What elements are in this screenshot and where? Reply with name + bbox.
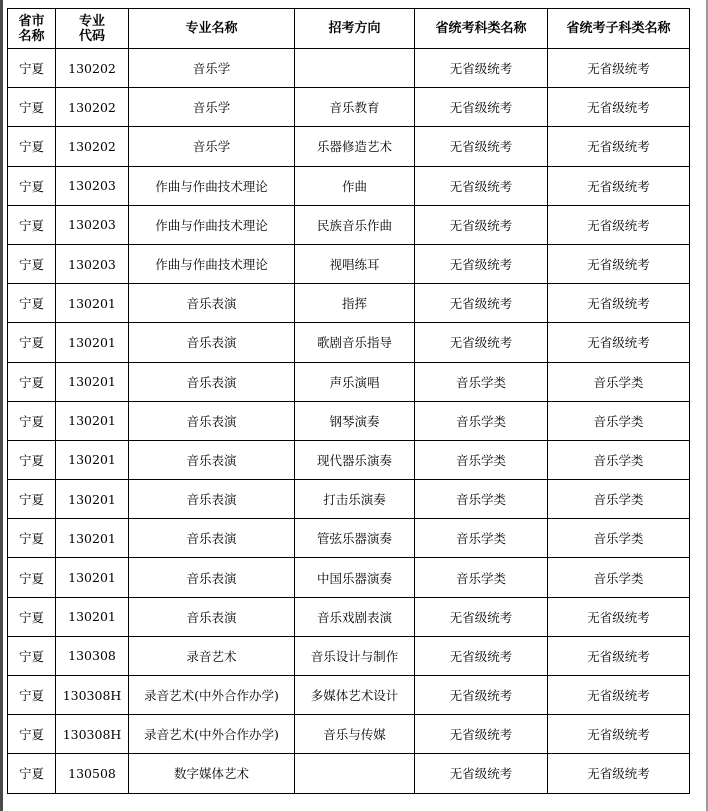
cell-major-code: 130203 bbox=[56, 205, 129, 244]
cell-direction: 乐器修造艺术 bbox=[295, 127, 415, 166]
cell-direction: 多媒体艺术设计 bbox=[295, 676, 415, 715]
cell-major-code: 130201 bbox=[56, 323, 129, 362]
cell-exam-category: 音乐学类 bbox=[415, 558, 548, 597]
table-row bbox=[8, 284, 690, 323]
cell-major-name: 数字媒体艺术 bbox=[129, 754, 295, 793]
viewer-left-border bbox=[0, 0, 3, 811]
cell-direction: 管弦乐器演奏 bbox=[295, 519, 415, 558]
cell-major-code: 130201 bbox=[56, 597, 129, 636]
cell-major-code: 130202 bbox=[56, 127, 129, 166]
cell-province: 宁夏 bbox=[8, 49, 56, 88]
cell-direction: 现代器乐演奏 bbox=[295, 440, 415, 479]
cell-direction: 音乐设计与制作 bbox=[295, 636, 415, 675]
header-row bbox=[8, 9, 690, 49]
table-row bbox=[8, 362, 690, 401]
cell-major-name: 录音艺术(中外合作办学) bbox=[129, 715, 295, 754]
cell-exam-category: 音乐学类 bbox=[415, 401, 548, 440]
cell-major-code: 130202 bbox=[56, 49, 129, 88]
cell-exam-subcategory: 无省级统考 bbox=[548, 127, 690, 166]
cell-exam-subcategory: 无省级统考 bbox=[548, 244, 690, 283]
cell-exam-category: 无省级统考 bbox=[415, 284, 548, 323]
table-row bbox=[8, 127, 690, 166]
cell-exam-category: 无省级统考 bbox=[415, 244, 548, 283]
cell-exam-subcategory: 无省级统考 bbox=[548, 754, 690, 793]
cell-major-name: 音乐表演 bbox=[129, 480, 295, 519]
cell-exam-subcategory: 音乐学类 bbox=[548, 480, 690, 519]
cell-major-name: 录音艺术 bbox=[129, 636, 295, 675]
cell-exam-category: 无省级统考 bbox=[415, 676, 548, 715]
table-row bbox=[8, 401, 690, 440]
cell-major-name: 音乐表演 bbox=[129, 284, 295, 323]
cell-province: 宁夏 bbox=[8, 480, 56, 519]
cell-major-code: 130308 bbox=[56, 636, 129, 675]
cell-province: 宁夏 bbox=[8, 362, 56, 401]
table-row bbox=[8, 440, 690, 479]
cell-province: 宁夏 bbox=[8, 715, 56, 754]
cell-major-code: 130508 bbox=[56, 754, 129, 793]
table-body bbox=[8, 49, 690, 794]
cell-direction: 声乐演唱 bbox=[295, 362, 415, 401]
cell-major-name: 音乐学 bbox=[129, 88, 295, 127]
cell-province: 宁夏 bbox=[8, 205, 56, 244]
cell-exam-subcategory: 音乐学类 bbox=[548, 362, 690, 401]
cell-exam-subcategory: 无省级统考 bbox=[548, 715, 690, 754]
cell-direction: 打击乐演奏 bbox=[295, 480, 415, 519]
cell-exam-subcategory: 无省级统考 bbox=[548, 166, 690, 205]
cell-major-code: 130201 bbox=[56, 480, 129, 519]
cell-province: 宁夏 bbox=[8, 88, 56, 127]
cell-exam-subcategory: 音乐学类 bbox=[548, 519, 690, 558]
cell-major-name: 音乐学 bbox=[129, 49, 295, 88]
cell-exam-subcategory: 无省级统考 bbox=[548, 597, 690, 636]
header-direction: 招考方向 bbox=[295, 9, 415, 49]
cell-province: 宁夏 bbox=[8, 127, 56, 166]
cell-province: 宁夏 bbox=[8, 636, 56, 675]
cell-major-name: 音乐表演 bbox=[129, 362, 295, 401]
cell-exam-subcategory: 无省级统考 bbox=[548, 88, 690, 127]
cell-direction: 音乐与传媒 bbox=[295, 715, 415, 754]
cell-exam-category: 音乐学类 bbox=[415, 440, 548, 479]
cell-major-code: 130201 bbox=[56, 558, 129, 597]
cell-major-name: 音乐表演 bbox=[129, 323, 295, 362]
cell-major-code: 130201 bbox=[56, 362, 129, 401]
cell-major-code: 130203 bbox=[56, 244, 129, 283]
cell-exam-subcategory: 无省级统考 bbox=[548, 676, 690, 715]
cell-exam-category: 无省级统考 bbox=[415, 88, 548, 127]
cell-direction: 民族音乐作曲 bbox=[295, 205, 415, 244]
cell-direction: 指挥 bbox=[295, 284, 415, 323]
cell-province: 宁夏 bbox=[8, 519, 56, 558]
cell-exam-subcategory: 无省级统考 bbox=[548, 49, 690, 88]
header-province-line-2: 名称 bbox=[18, 28, 45, 44]
table-row bbox=[8, 597, 690, 636]
cell-direction: 音乐教育 bbox=[295, 88, 415, 127]
cell-direction: 中国乐器演奏 bbox=[295, 558, 415, 597]
header-exam-category: 省统考科类名称 bbox=[415, 9, 548, 49]
table-row bbox=[8, 480, 690, 519]
cell-major-name: 音乐表演 bbox=[129, 440, 295, 479]
cell-province: 宁夏 bbox=[8, 754, 56, 793]
cell-exam-subcategory: 无省级统考 bbox=[548, 323, 690, 362]
cell-exam-subcategory: 无省级统考 bbox=[548, 284, 690, 323]
table-row bbox=[8, 166, 690, 205]
cell-exam-category: 音乐学类 bbox=[415, 480, 548, 519]
cell-direction: 钢琴演奏 bbox=[295, 401, 415, 440]
cell-exam-category: 无省级统考 bbox=[415, 49, 548, 88]
cell-exam-category: 音乐学类 bbox=[415, 519, 548, 558]
admissions-table bbox=[7, 8, 690, 794]
cell-major-name: 作曲与作曲技术理论 bbox=[129, 244, 295, 283]
table-row bbox=[8, 88, 690, 127]
cell-exam-category: 音乐学类 bbox=[415, 362, 548, 401]
header-major-code bbox=[56, 9, 129, 49]
table-header bbox=[8, 9, 690, 49]
cell-exam-subcategory: 无省级统考 bbox=[548, 636, 690, 675]
cell-direction: 歌剧音乐指导 bbox=[295, 323, 415, 362]
table-row bbox=[8, 754, 690, 793]
cell-major-code: 130201 bbox=[56, 519, 129, 558]
cell-exam-category: 无省级统考 bbox=[415, 754, 548, 793]
cell-province: 宁夏 bbox=[8, 284, 56, 323]
cell-exam-subcategory: 音乐学类 bbox=[548, 401, 690, 440]
table-row bbox=[8, 519, 690, 558]
cell-exam-subcategory: 无省级统考 bbox=[548, 205, 690, 244]
cell-direction bbox=[295, 49, 415, 88]
cell-major-code: 130308H bbox=[56, 715, 129, 754]
cell-province: 宁夏 bbox=[8, 440, 56, 479]
cell-province: 宁夏 bbox=[8, 401, 56, 440]
table-row bbox=[8, 244, 690, 283]
cell-exam-category: 无省级统考 bbox=[415, 205, 548, 244]
cell-exam-category: 无省级统考 bbox=[415, 715, 548, 754]
header-province-line-1: 省市 bbox=[18, 13, 45, 29]
cell-major-name: 作曲与作曲技术理论 bbox=[129, 205, 295, 244]
table-row bbox=[8, 49, 690, 88]
cell-province: 宁夏 bbox=[8, 558, 56, 597]
table-row bbox=[8, 676, 690, 715]
cell-major-name: 音乐表演 bbox=[129, 401, 295, 440]
cell-province: 宁夏 bbox=[8, 166, 56, 205]
cell-exam-category: 无省级统考 bbox=[415, 597, 548, 636]
cell-major-code: 130201 bbox=[56, 440, 129, 479]
cell-major-name: 音乐表演 bbox=[129, 597, 295, 636]
cell-province: 宁夏 bbox=[8, 323, 56, 362]
cell-exam-category: 无省级统考 bbox=[415, 166, 548, 205]
cell-exam-subcategory: 音乐学类 bbox=[548, 440, 690, 479]
table-row bbox=[8, 715, 690, 754]
table-row bbox=[8, 323, 690, 362]
cell-exam-category: 无省级统考 bbox=[415, 636, 548, 675]
cell-major-code: 130203 bbox=[56, 166, 129, 205]
cell-direction: 音乐戏剧表演 bbox=[295, 597, 415, 636]
cell-exam-category: 无省级统考 bbox=[415, 127, 548, 166]
header-exam-subcategory: 省统考子科类名称 bbox=[548, 9, 690, 49]
cell-major-name: 录音艺术(中外合作办学) bbox=[129, 676, 295, 715]
table-row bbox=[8, 558, 690, 597]
cell-major-code: 130202 bbox=[56, 88, 129, 127]
cell-exam-subcategory: 音乐学类 bbox=[548, 558, 690, 597]
cell-exam-category: 无省级统考 bbox=[415, 323, 548, 362]
header-major-code-line-2: 代码 bbox=[78, 28, 105, 44]
cell-major-code: 130201 bbox=[56, 284, 129, 323]
cell-major-name: 作曲与作曲技术理论 bbox=[129, 166, 295, 205]
cell-major-code: 130308H bbox=[56, 676, 129, 715]
cell-direction: 作曲 bbox=[295, 166, 415, 205]
cell-major-code: 130201 bbox=[56, 401, 129, 440]
table-row bbox=[8, 205, 690, 244]
header-major-code-line-1: 专业 bbox=[78, 13, 105, 29]
cell-province: 宁夏 bbox=[8, 244, 56, 283]
cell-province: 宁夏 bbox=[8, 676, 56, 715]
cell-province: 宁夏 bbox=[8, 597, 56, 636]
cell-major-name: 音乐表演 bbox=[129, 558, 295, 597]
header-province bbox=[8, 9, 56, 49]
cell-direction: 视唱练耳 bbox=[295, 244, 415, 283]
cell-major-name: 音乐表演 bbox=[129, 519, 295, 558]
cell-direction bbox=[295, 754, 415, 793]
cell-major-name: 音乐学 bbox=[129, 127, 295, 166]
table-row bbox=[8, 636, 690, 675]
header-major-name: 专业名称 bbox=[129, 9, 295, 49]
